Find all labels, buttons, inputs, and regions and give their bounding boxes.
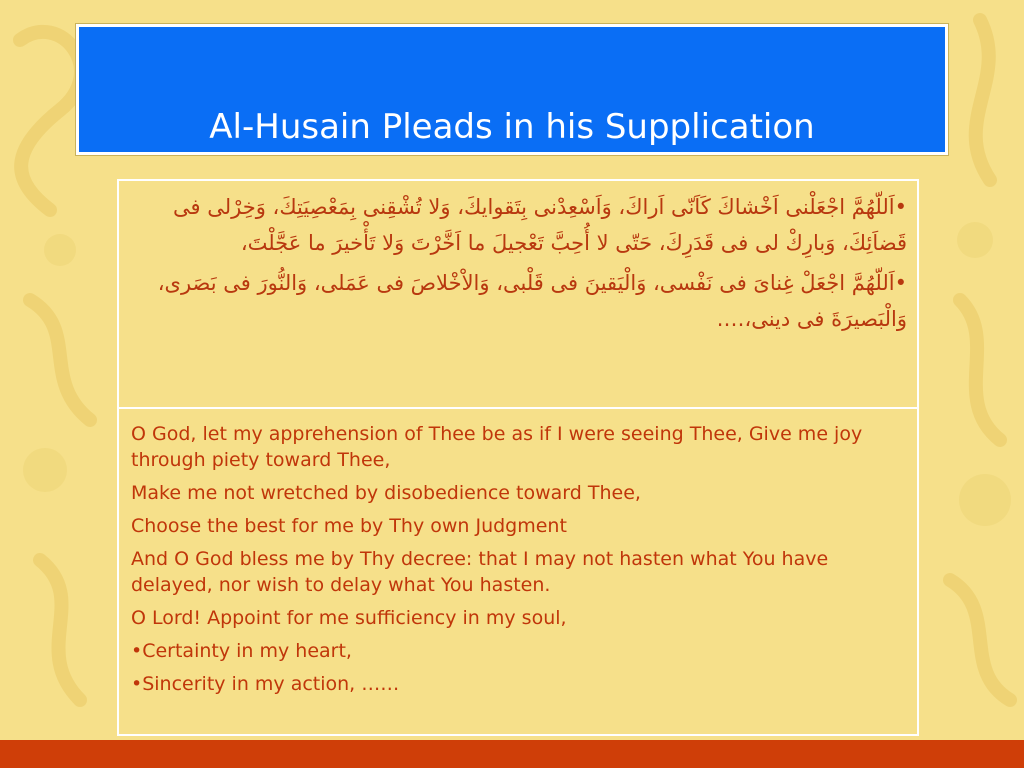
slide-title: Al-Husain Pleads in his Supplication xyxy=(209,107,815,147)
english-text-cell xyxy=(119,411,917,734)
arabic-paragraph-1: •اَللّهُمَّ اجْعَلْنى اَخْشاكَ كَاَنّى اَراكَ، وَاَسْعِدْنى بِتَقوايكَ، وَلا تُشْقِنى بِمَعْصِيَتِكَ، وَخِرْلى فى قَضاَئِكَ، وَبارِكْ لى فى قَدَرِكَ، حَتّى لا أُحِبَّ تَعْجيلَ ما اَخَّرْتَ وَلا تَأْخيرَ ما عَجَّلْتَ، xyxy=(173,195,907,255)
english-paragraph-7: •Sincerity in my action, …… xyxy=(131,673,400,695)
title-banner xyxy=(76,24,948,155)
english-paragraph-1: O God, let my apprehension of Thee be as if I were seeing Thee, Give me joy through piety toward Thee, xyxy=(131,423,863,471)
english-paragraph-2: Make me not wretched by disobedience toward Thee, xyxy=(131,482,641,504)
english-paragraph-3: Choose the best for me by Thy own Judgment xyxy=(131,515,567,537)
arabic-paragraph-2: •اَللّهُمَّ اجْعَلْ غِناىَ فى نَفْسى، وَالْيَقينَ فى قَلْبى، وَالاْخْلاصَ فى عَمَلى، وَالنُّورَ فى بَصَرى، وَالْبَصيرَةَ فى دينى،…. xyxy=(157,271,907,331)
english-paragraph-6: •Certainty in my heart, xyxy=(131,640,352,662)
english-paragraph-4: And O God bless me by Thy decree: that I may not hasten what You have delayed, nor wish to delay what You hasten. xyxy=(131,548,829,596)
english-paragraph-5: O Lord! Appoint for me sufficiency in my soul, xyxy=(131,607,567,629)
arabic-text-cell xyxy=(119,181,917,409)
bottom-accent-bar xyxy=(0,740,1024,768)
content-table xyxy=(117,179,919,736)
